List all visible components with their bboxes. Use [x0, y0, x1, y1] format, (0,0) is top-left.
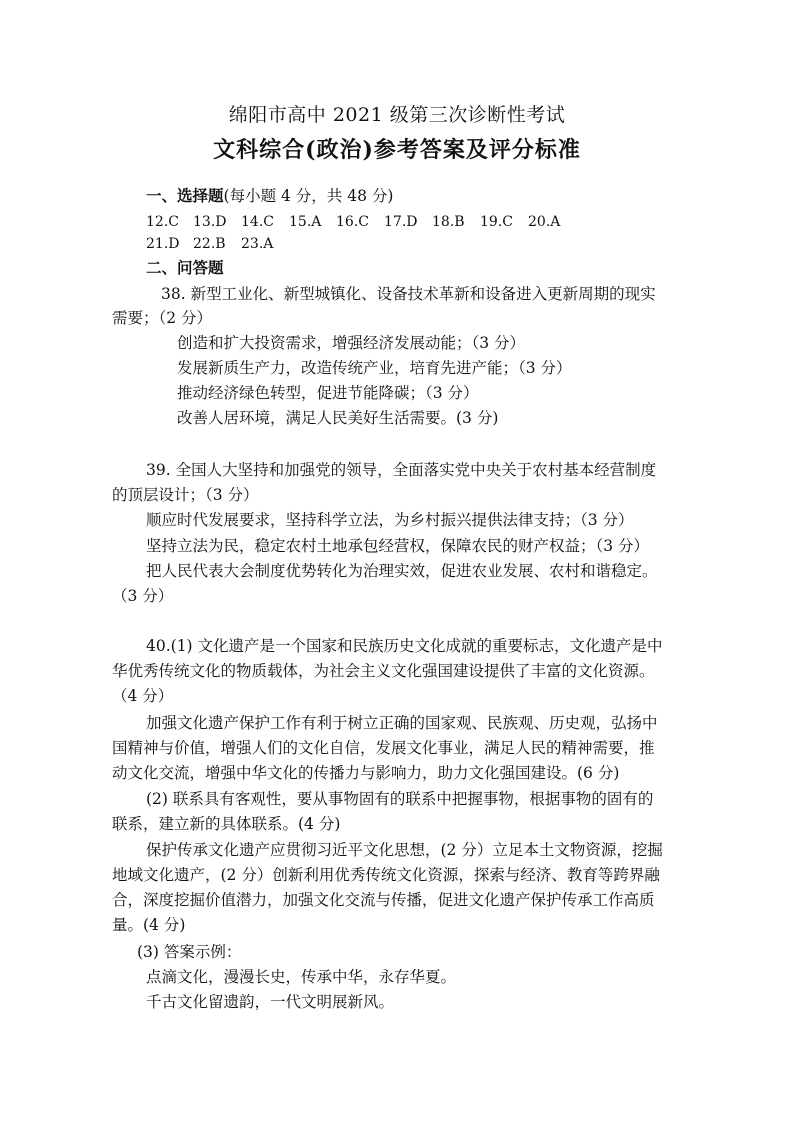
q39-point: 顺应时代发展要求，坚持科学立法，为乡村振兴提供法律支持；（3 分） — [146, 511, 634, 529]
choice-answer: 14.C — [241, 214, 274, 230]
q40-line: 合，深度挖掘价值潜力，加强文化交流与传播，促进文化遗产保护传承工作高质 — [112, 891, 655, 909]
q38-point: 推动经济绿色转型，促进节能降碳；（3 分） — [177, 384, 479, 402]
choice-answer: 12.C — [146, 214, 179, 230]
q40-line: (3) 答案示例： — [137, 943, 242, 961]
q40-line: 动文化交流，增强中华文化的传播力与影响力，助力文化强国建设。(6 分) — [112, 764, 620, 782]
choice-answer: 16.C — [336, 214, 369, 230]
q40-line: 联系，建立新的具体联系。(4 分) — [112, 815, 341, 833]
choice-answer: 21.D — [146, 236, 180, 252]
choice-answer: 17.D — [384, 214, 418, 230]
q40-line: 保护传承文化遗产应贯彻习近平文化思想，(2 分）立足本土文物资源，挖掘 — [146, 841, 663, 859]
section1-note: (每小题 4 分，共 48 分) — [223, 187, 394, 205]
q40-example: 千古文化留遗韵，一代文明展新风。 — [146, 993, 395, 1011]
choice-answer: 18.B — [432, 214, 465, 230]
choice-answer: 19.C — [480, 214, 513, 230]
q38-point: 发展新质生产力，改造传统产业，培育先进产能；（3 分） — [177, 359, 572, 377]
q38-line: 38. 新型工业化、新型城镇化、设备技术革新和设备进入更新周期的现实 — [161, 285, 656, 303]
q39-point: 坚持立法为民，稳定农村土地承包经营权，保障农民的财产权益；（3 分） — [146, 537, 650, 555]
q38-point: 改善人居环境，满足人民美好生活需要。(3 分) — [177, 409, 499, 427]
q40-line: 华优秀传统文化的物质载体，为社会主义文化强国建设提供了丰富的文化资源。 — [112, 662, 655, 680]
q40-line: 40.(1) 文化遗产是一个国家和民族历史文化成就的重要标志，文化遗产是中 — [146, 637, 663, 655]
q40-line: 地域文化遗产，(2 分）创新利用优秀传统文化资源，探索与经济、教育等跨界融 — [112, 866, 660, 884]
q40-line: （4 分） — [112, 687, 174, 705]
section1-heading-line — [146, 186, 393, 206]
exam-title: 绵阳市高中 2021 级第三次诊断性考试 — [228, 104, 566, 126]
page-title: 文科综合(政治)参考答案及评分标准 — [213, 137, 581, 163]
q39-line: 的顶层设计；（3 分） — [112, 486, 259, 504]
choice-answer: 20.A — [528, 214, 561, 230]
choice-answer: 22.B — [193, 236, 226, 252]
q40-line: 国精神与价值，增强人们的文化自信，发展文化事业，满足人民的精神需要，推 — [112, 739, 655, 757]
q39-point: （3 分） — [112, 587, 174, 605]
section2-heading: 二、问答题 — [146, 258, 224, 277]
choice-answer: 23.A — [241, 236, 274, 252]
q40-example: 点滴文化，漫漫长史，传承中华，永存华夏。 — [146, 968, 457, 986]
q38-point: 创造和扩大投资需求，增强经济发展动能；（3 分） — [177, 334, 526, 352]
section1-heading: 一、选择题 — [146, 186, 224, 205]
q39-point: 把人民代表大会制度优势转化为治理实效，促进农业发展、农村和谐稳定。 — [146, 562, 658, 580]
q40-line: (2) 联系具有客观性，要从事物固有的联系中把握事物，根据事物的固有的 — [146, 790, 654, 808]
q39-line: 39. 全国人大坚持和加强党的领导，全面落实党中央关于农村基本经营制度 — [146, 461, 657, 479]
choice-answer: 15.A — [289, 214, 322, 230]
q38-line: 需要；（2 分） — [112, 309, 213, 327]
choice-answer: 13.D — [193, 214, 227, 230]
q40-line: 量。(4 分) — [112, 916, 186, 934]
q40-line: 加强文化遗产保护工作有利于树立正确的国家观、民族观、历史观，弘扬中 — [146, 714, 658, 732]
